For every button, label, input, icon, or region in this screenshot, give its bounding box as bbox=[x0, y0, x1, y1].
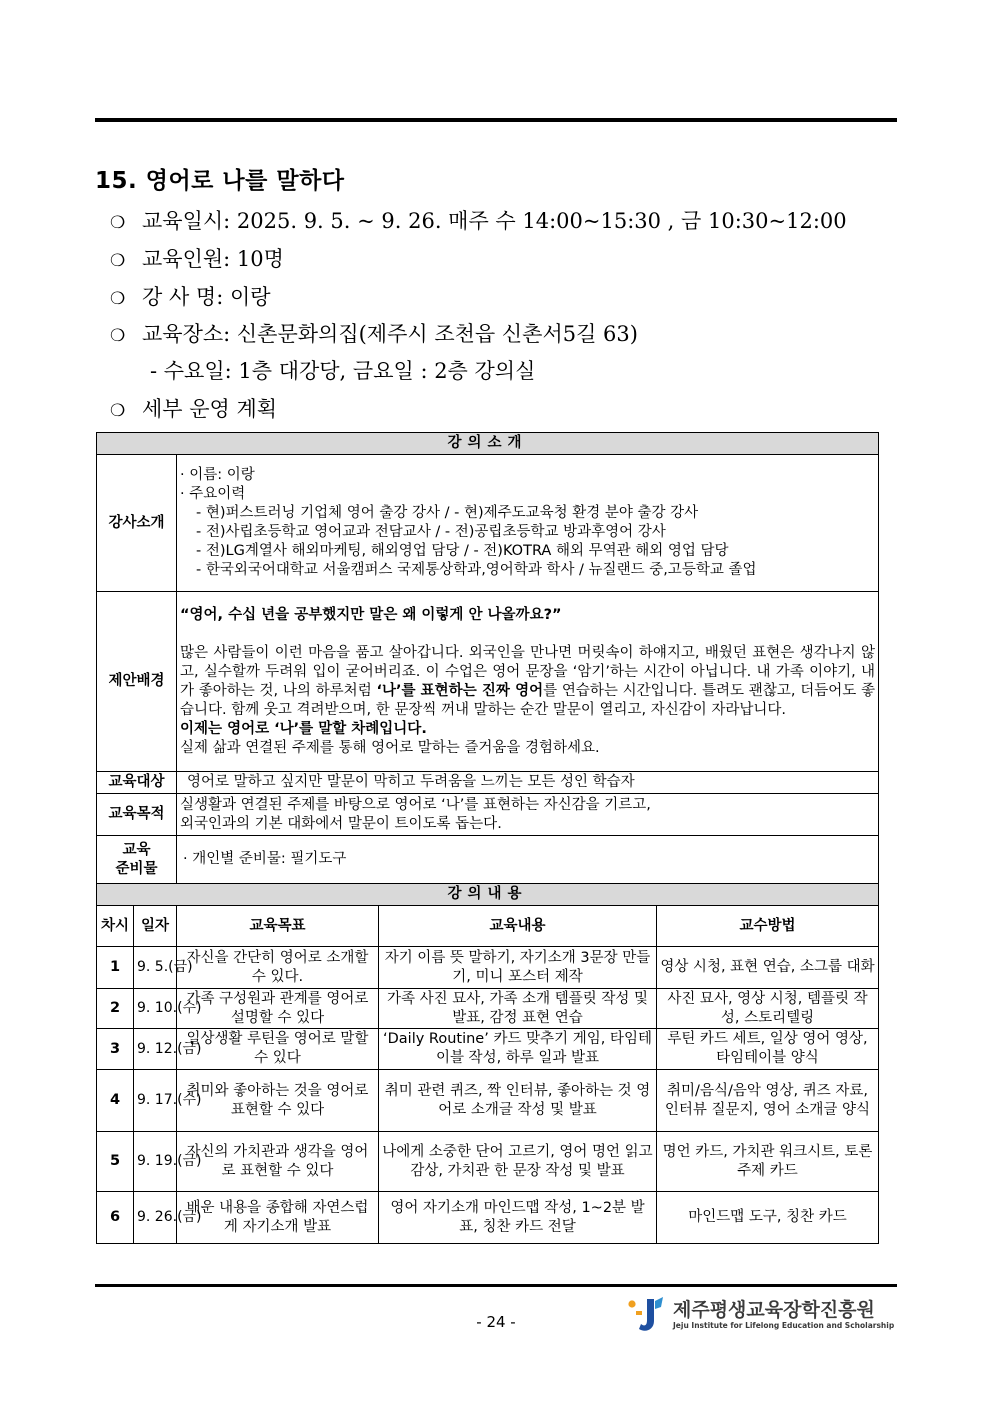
table-row bbox=[97, 989, 879, 1029]
background-closing: 실제 삶과 연결된 주제를 통해 영어로 말하는 즐거움을 경험하세요. bbox=[180, 739, 600, 756]
col-header-content: 교육내용 bbox=[379, 906, 657, 947]
career-heading: · 주요이력 bbox=[180, 486, 246, 502]
top-rule bbox=[95, 118, 897, 122]
session-date: 9. 5.(금) bbox=[134, 947, 177, 989]
col-header-goal: 교육목표 bbox=[177, 906, 379, 947]
purpose-text: 실생활과 연결된 주제를 바탕으로 영어로 ‘나’를 표현하는 자신감을 기르고, 외국인과의 기본 대화에서 말문이 트이도록 돕는다. bbox=[177, 794, 879, 836]
jeju-institute-logo-icon bbox=[627, 1295, 667, 1335]
career-item: - 현)퍼스트러닝 기업체 영어 출강 강사 / - 현)제주도교육청 환경 분야 출강 강사 bbox=[196, 505, 699, 521]
institute-logo bbox=[627, 1293, 897, 1339]
career-item: - 한국외국어대학교 서울캠퍼스 국제통상학과,영어학과 학사 / 뉴질랜드 중,고등학교 졸업 bbox=[196, 562, 757, 578]
session-method: 마인드맵 도구, 칭찬 카드 bbox=[657, 1192, 879, 1244]
info-line-rooms: - 수요일: 1층 대강당, 금요일 : 2층 강의실 bbox=[150, 359, 536, 383]
session-date: 9. 10.(수) bbox=[134, 989, 177, 1029]
session-number: 5 bbox=[97, 1132, 134, 1192]
intro-header: 강의소개 bbox=[97, 433, 879, 455]
session-number: 2 bbox=[97, 989, 134, 1029]
info-line-plan: ❍ 세부 운영 계획 bbox=[110, 397, 278, 421]
purpose-label: 교육목적 bbox=[97, 794, 177, 836]
institute-name: 제주평생교육장학진흥원 bbox=[673, 1299, 875, 1321]
session-method: 루틴 카드 세트, 일상 영어 영상, 타임테이블 양식 bbox=[657, 1029, 879, 1070]
session-date: 9. 17.(수) bbox=[134, 1070, 177, 1132]
session-date: 9. 12.(금) bbox=[134, 1029, 177, 1070]
background-closing-bold: 이제는 영어로 ‘나’를 말할 차례입니다. bbox=[180, 720, 427, 737]
session-date: 9. 26.(금) bbox=[134, 1192, 177, 1244]
info-line-capacity: ❍ 교육인원: 10명 bbox=[110, 247, 284, 271]
session-goal: 배운 내용을 종합해 자연스럽게 자기소개 발표 bbox=[177, 1192, 379, 1244]
session-goal: 가족 구성원과 관계를 영어로 설명할 수 있다 bbox=[177, 989, 379, 1029]
session-number: 4 bbox=[97, 1070, 134, 1132]
content-header: 강의내용 bbox=[97, 884, 879, 906]
career-item: - 전)사립초등학교 영어교과 전담교사 / - 전)공립초등학교 방과후영어 강사 bbox=[196, 524, 666, 540]
bottom-rule bbox=[95, 1284, 897, 1287]
background-quote: “영어, 수십 년을 공부했지만 말은 왜 이렇게 안 나올까요?” bbox=[180, 606, 562, 623]
institute-english-name: Jeju Institute for Lifelong Education and Scholarship bbox=[673, 1321, 895, 1330]
table-row bbox=[97, 1029, 879, 1070]
session-goal: 자신의 가치관과 생각을 영어로 표현할 수 있다 bbox=[177, 1132, 379, 1192]
session-content: 가족 사진 묘사, 가족 소개 템플릿 작성 및 발표, 감정 표현 연습 bbox=[379, 989, 657, 1029]
session-method: 영상 시청, 표현 연습, 소그룹 대화 bbox=[657, 947, 879, 989]
table-row bbox=[97, 1192, 879, 1244]
table-row bbox=[97, 1070, 879, 1132]
session-content: 나에게 소중한 단어 고르기, 영어 명언 읽고 감상, 가치관 한 문장 작성 및 발표 bbox=[379, 1132, 657, 1192]
bullet-circle-icon: ❍ bbox=[110, 326, 126, 346]
session-date: 9. 19.(금) bbox=[134, 1132, 177, 1192]
info-line-schedule: ❍ 교육일시: 2025. 9. 5. ~ 9. 26. 매주 수 14:00~15:30 , 금 10:30~12:00 bbox=[110, 209, 847, 233]
materials-text: · 개인별 준비물: 필기도구 bbox=[177, 836, 879, 884]
session-content: ‘Daily Routine’ 카드 맞추기 게임, 타임테이블 작성, 하루 일과 발표 bbox=[379, 1029, 657, 1070]
bullet-circle-icon: ❍ bbox=[110, 289, 126, 309]
session-method: 명언 카드, 가치관 워크시트, 토론 주제 카드 bbox=[657, 1132, 879, 1192]
session-goal: 취미와 좋아하는 것을 영어로 표현할 수 있다 bbox=[177, 1070, 379, 1132]
session-goal: 자신을 간단히 영어로 소개할 수 있다. bbox=[177, 947, 379, 989]
bullet-circle-icon: ❍ bbox=[110, 251, 126, 271]
session-number: 3 bbox=[97, 1029, 134, 1070]
col-header-session: 차시 bbox=[97, 906, 134, 947]
target-text: 영어로 말하고 싶지만 말문이 막히고 두려움을 느끼는 모든 성인 학습자 bbox=[177, 772, 879, 794]
session-content: 취미 관련 퀴즈, 짝 인터뷰, 좋아하는 것 영어로 소개글 작성 및 발표 bbox=[379, 1070, 657, 1132]
session-method: 사진 묘사, 영상 시청, 템플릿 작성, 스토리텔링 bbox=[657, 989, 879, 1029]
info-line-instructor: ❍ 강 사 명: 이랑 bbox=[110, 285, 271, 309]
session-goal: 일상생활 루틴을 영어로 말할 수 있다 bbox=[177, 1029, 379, 1070]
background-paragraph: 많은 사람들이 이런 마음을 품고 살아갑니다. 외국인을 만나면 머릿속이 하얘지고, 배웠던 표현은 생각나지 않고, 실수할까 두려워 입이 굳어버리죠. 이 수업은 영어 문장을 ‘암기’하는 시간이 아닙니다. 내 가족 이야기, 내가 좋아하는 것, 나의 하루처럼 ‘나’를 표현하는 진짜 영어를 연습하는 시간입니다. 틀려도 괜찮고, 더듬어도 좋습니다. 함께 웃고 격려받으며, 한 문장씩 꺼내 말하는 순간 말문이 열리고, 자신감이 자라납니다. bbox=[180, 644, 875, 718]
bullet-circle-icon: ❍ bbox=[110, 213, 126, 233]
session-method: 취미/음식/음악 영상, 퀴즈 자료, 인터뷰 질문지, 영어 소개글 양식 bbox=[657, 1070, 879, 1132]
table-row bbox=[97, 947, 879, 989]
table-row bbox=[97, 1132, 879, 1192]
session-content: 자기 이름 뜻 말하기, 자기소개 3문장 만들기, 미니 포스터 제작 bbox=[379, 947, 657, 989]
col-header-date: 일자 bbox=[134, 906, 177, 947]
course-plan-table bbox=[96, 432, 879, 1244]
session-content: 영어 자기소개 마인드맵 작성, 1~2분 발표, 칭찬 카드 전달 bbox=[379, 1192, 657, 1244]
page-number: - 24 - bbox=[476, 1313, 516, 1331]
instructor-profile bbox=[177, 455, 879, 592]
info-line-location: ❍ 교육장소: 신촌문화의집(제주시 조천읍 신촌서5길 63) bbox=[110, 322, 638, 346]
session-number: 6 bbox=[97, 1192, 134, 1244]
instructor-label: 강사소개 bbox=[97, 455, 177, 592]
col-header-method: 교수방법 bbox=[657, 906, 879, 947]
bullet-circle-icon: ❍ bbox=[110, 401, 126, 421]
session-number: 1 bbox=[97, 947, 134, 989]
materials-label: 교육 준비물 bbox=[97, 836, 177, 884]
instructor-name: · 이름: 이랑 bbox=[180, 467, 255, 483]
career-item: - 전)LG계열사 해외마케팅, 해외영업 담당 / - 전)KOTRA 해외 무역관 해외 영업 담당 bbox=[196, 543, 729, 559]
background-text bbox=[177, 592, 879, 772]
section-title: 15. 영어로 나를 말하다 bbox=[95, 168, 345, 194]
target-label: 교육대상 bbox=[97, 772, 177, 794]
background-label: 제안배경 bbox=[97, 592, 177, 772]
